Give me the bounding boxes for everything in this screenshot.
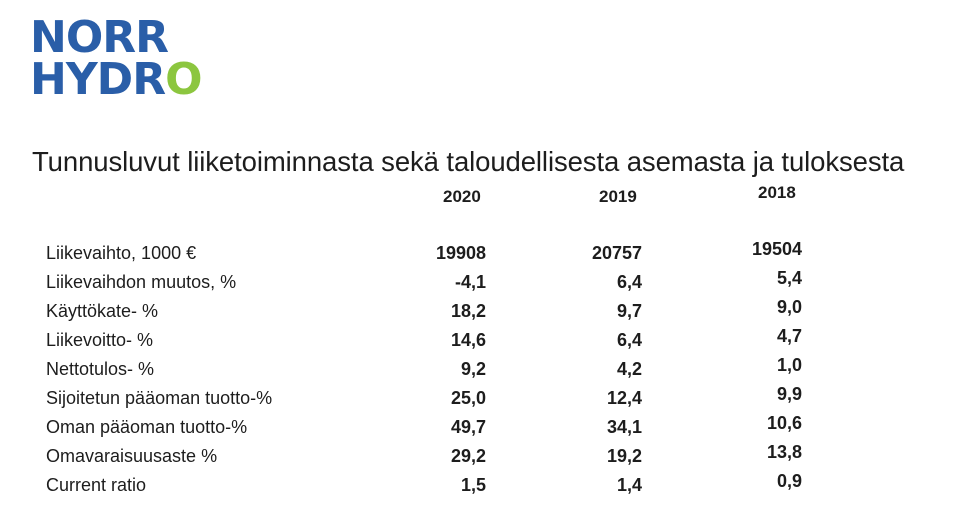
- logo-line-2-accent: O: [165, 54, 202, 100]
- cell-2019: 4,2: [616, 359, 642, 379]
- table-row: [0, 471, 964, 504]
- row-label: Omavaraisuusaste %: [46, 446, 218, 466]
- table-row: [0, 297, 964, 330]
- norrhydro-logo-icon: [30, 14, 210, 100]
- logo-line-1: NORR: [30, 14, 168, 63]
- cell-2019: 34,1: [606, 417, 642, 437]
- cell-2018: 9,0: [776, 297, 802, 317]
- cell-2019: 6,4: [616, 330, 642, 350]
- cell-2019: 20757: [591, 243, 642, 263]
- cell-2018: 4,7: [776, 326, 802, 346]
- page-title: Tunnusluvut liiketoiminnasta sekä taloudellisesta asemasta ja tuloksesta: [32, 146, 905, 177]
- row-label: Oman pääoman tuotto-%: [46, 417, 248, 437]
- logo-line-2-prefix: HYDR: [30, 54, 166, 100]
- row-label: Liikevoitto- %: [46, 330, 154, 350]
- cell-2019: 12,4: [606, 388, 642, 408]
- row-label: Liikevaihto, 1000 €: [46, 243, 197, 263]
- cell-2020: 18,2: [450, 301, 486, 321]
- column-header-2019: 2019: [599, 187, 637, 206]
- cell-2020: 49,7: [450, 417, 486, 437]
- table-row: [0, 413, 964, 446]
- cell-2020: 25,0: [450, 388, 486, 408]
- cell-2020: 19908: [435, 243, 486, 263]
- logo-line-2: [30, 54, 202, 100]
- table-row: [0, 268, 964, 301]
- column-header-2018: 2018: [758, 183, 796, 202]
- table-row: [0, 442, 964, 475]
- column-header-2020: 2020: [443, 187, 481, 206]
- table-row: [0, 355, 964, 388]
- cell-2019: 1,4: [616, 475, 642, 495]
- cell-2018: 0,9: [776, 471, 802, 491]
- row-label: Käyttökate- %: [46, 301, 159, 321]
- cell-2018: 19504: [751, 239, 802, 259]
- cell-2018: 5,4: [776, 268, 802, 288]
- cell-2018: 9,9: [776, 384, 802, 404]
- cell-2018: 1,0: [776, 355, 802, 375]
- company-logo: [30, 14, 210, 100]
- cell-2020: 9,2: [460, 359, 486, 379]
- row-label: Liikevaihdon muutos, %: [46, 272, 237, 292]
- cell-2019: 9,7: [616, 301, 642, 321]
- table-row: [0, 384, 964, 417]
- cell-2019: 6,4: [616, 272, 642, 292]
- row-label: Current ratio: [46, 475, 147, 495]
- row-label: Nettotulos- %: [46, 359, 155, 379]
- row-label: Sijoitetun pääoman tuotto-%: [46, 388, 273, 408]
- cell-2020: -4,1: [454, 272, 486, 292]
- cell-2020: 29,2: [450, 446, 486, 466]
- cell-2019: 19,2: [606, 446, 642, 466]
- cell-2018: 10,6: [766, 413, 802, 433]
- cell-2020: 1,5: [460, 475, 486, 495]
- cell-2018: 13,8: [766, 442, 802, 462]
- table-row: [0, 239, 964, 272]
- cell-2020: 14,6: [450, 330, 486, 350]
- table-row: [0, 326, 964, 359]
